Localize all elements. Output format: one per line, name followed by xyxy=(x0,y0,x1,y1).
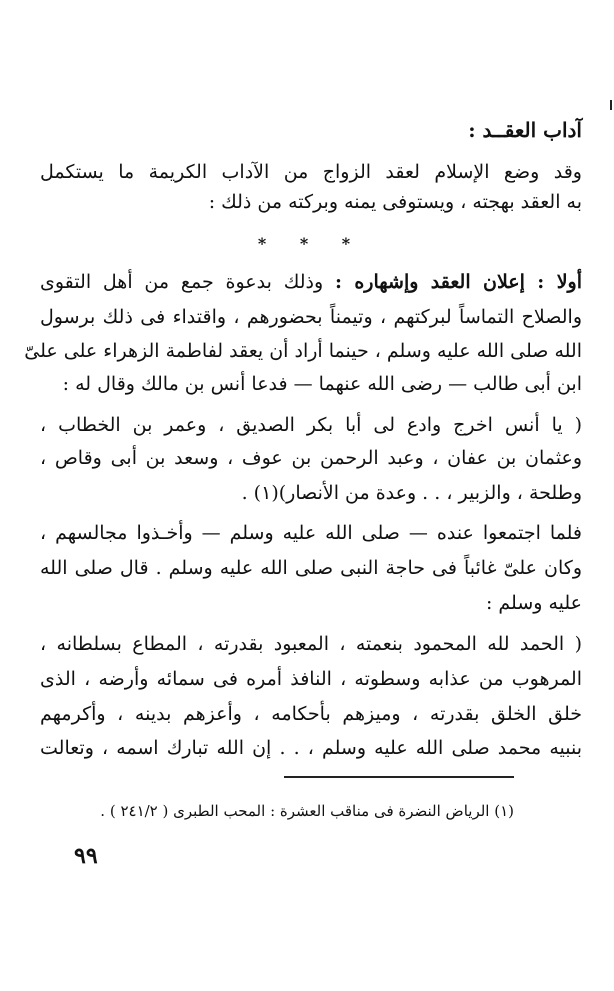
announce-line-4: ابن أبى طالب — رضى الله عنهما — فدعا أنس بن مالك وقال له : xyxy=(62,373,582,395)
quote2-line-2: المرهوب من عذابه وسطوته ، النافذ أمره فى سمائه وأرضه ، الذى xyxy=(40,668,582,690)
quote1-line-3: وطلحة ، والزبير ، . . وعدة من الأنصار)(١) . xyxy=(241,482,582,504)
announce-first-line xyxy=(40,270,582,294)
announce-label: أولا : إعلان العقد وإشهاره : xyxy=(334,271,582,293)
footnote-divider xyxy=(284,776,514,778)
page-number: ٩٩ xyxy=(74,843,98,869)
announce-line-2: والصلاح التماساً لبركتهم ، وتيمناً بحضورهم ، واقتداء فى ذلك برسول xyxy=(40,306,582,328)
quote1-line-1: ( يا أنس اخرج وادع لى أبا بكر الصديق ، وعمر بن الخطاب ، xyxy=(40,414,582,436)
announce-first-rest: وذلك بدعوة جمع من أهل التقوى xyxy=(40,271,324,293)
footnote: (١) الرياض النضرة فى مناقب العشرة : المحب الطبرى ( ٢٤١/٢ ) . xyxy=(100,802,514,820)
quote2-line-3: خلق الخلق بقدرته ، وميزهم بأحكامه ، وأعزهم بدينه ، وأكرمهم xyxy=(40,703,582,725)
intro-line-1: وقد وضع الإسلام لعقد الزواج من الآداب الكريمة ما يستكمل xyxy=(40,161,582,183)
gathered-line-2: وكان علىّ غائباً فى حاجة النبى صلى الله عليه وسلم . قال صلى الله xyxy=(40,557,582,579)
separator-stars: * * * xyxy=(257,234,365,253)
announce-line-3: الله صلى الله عليه وسلم ، حينما أراد أن يعقد لفاطمة الزهراء على علىّ xyxy=(24,340,582,362)
gathered-line-1: فلما اجتمعوا عنده — صلى الله عليه وسلم — وأخـذوا مجالسهم ، xyxy=(40,522,582,544)
section-title: آداب العقــد : xyxy=(468,118,582,142)
gathered-line-3: عليه وسلم : xyxy=(485,592,582,614)
quote2-line-4: بنبيه محمد صلى الله عليه وسلم ، . . إن الله تبارك اسمه ، وتعالت xyxy=(40,737,582,759)
quote1-line-2: وعثمان بن عفان ، وعبد الرحمن بن عوف ، وسعد بن أبى وقاص ، xyxy=(40,447,582,469)
intro-line-2: به العقد بهجته ، ويستوفى يمنه وبركته من ذلك : xyxy=(208,191,582,213)
quote2-line-1: ( الحمد لله المحمود بنعمته ، المعبود بقدرته ، المطاع بسلطانه ، xyxy=(40,633,582,655)
scan-edge-mark xyxy=(610,100,612,110)
